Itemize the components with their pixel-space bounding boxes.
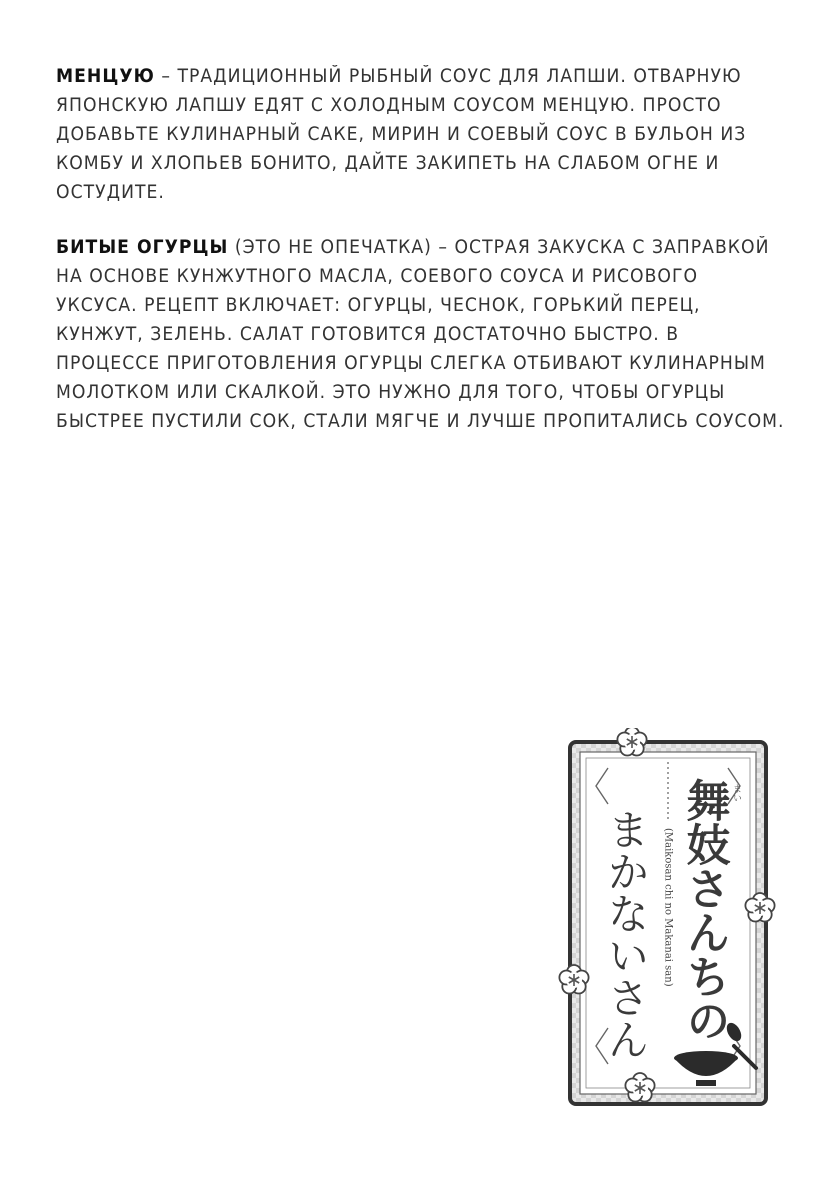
note-term: МЕНЦУЮ: [56, 66, 155, 87]
note-smashed-cucumbers: [56, 233, 786, 436]
logo-romaji: (Maikosan chi no Makanai san): [662, 828, 674, 987]
logo-title-kanji: 舞妓さんちの: [678, 778, 730, 1042]
logo-ruby: まい: [731, 784, 741, 802]
note-text: – ТРАДИЦИОННЫЙ РЫБНЫЙ СОУС ДЛЯ ЛАПШИ. ОТВАРНУЮ ЯПОНСКУЮ ЛАПШУ ЕДЯТ С ХОЛОДНЫМ СОУСОМ МЕНЦУЮ. ПРОСТО ДОБАВЬТЕ КУЛИНАРНЫЙ САКЕ, МИРИН И СОЕВЫЙ СОУС В БУЛЬОН ИЗ КОМБУ И ХЛОПЬЕВ БОНИТО, ДАЙТЕ ЗАКИПЕТЬ НА СЛАБОМ ОГНЕ И ОСТУДИТЕ.: [56, 66, 747, 203]
translator-notes: [56, 62, 786, 462]
blossom-icon: [617, 728, 646, 756]
note-term: БИТЫЕ ОГУРЦЫ: [56, 237, 229, 258]
note-text: (ЭТО НЕ ОПЕЧАТКА) – ОСТРАЯ ЗАКУСКА С ЗАПРАВКОЙ НА ОСНОВЕ КУНЖУТНОГО МАСЛА, СОЕВОГО СОУСА И РИСОВОГО УКСУСА. РЕЦЕПТ ВКЛЮЧАЕТ: ОГУРЦЫ, ЧЕСНОК, ГОРЬКИЙ ПЕРЕЦ, КУНЖУТ, ЗЕЛЕНЬ. САЛАТ ГОТОВИТСЯ ДОСТАТОЧНО БЫСТРО. В ПРОЦЕССЕ ПРИГОТОВЛЕНИЯ ОГУРЦЫ СЛЕГКА ОТБИВАЮТ КУЛИНАРНЫМ МОЛОТКОМ ИЛИ СКАЛКОЙ. ЭТО НУЖНО ДЛЯ ТОГО, ЧТОБЫ ОГУРЦЫ БЫСТРЕЕ ПУСТИЛИ СОК, СТАЛИ МЯГЧЕ И ЛУЧШЕ ПРОПИТАЛИСЬ СОУСОМ.: [56, 237, 785, 432]
series-logo: [556, 728, 786, 1124]
note-mentsuyu: [56, 62, 786, 207]
logo-title-kana: まかないさん: [601, 808, 651, 1060]
